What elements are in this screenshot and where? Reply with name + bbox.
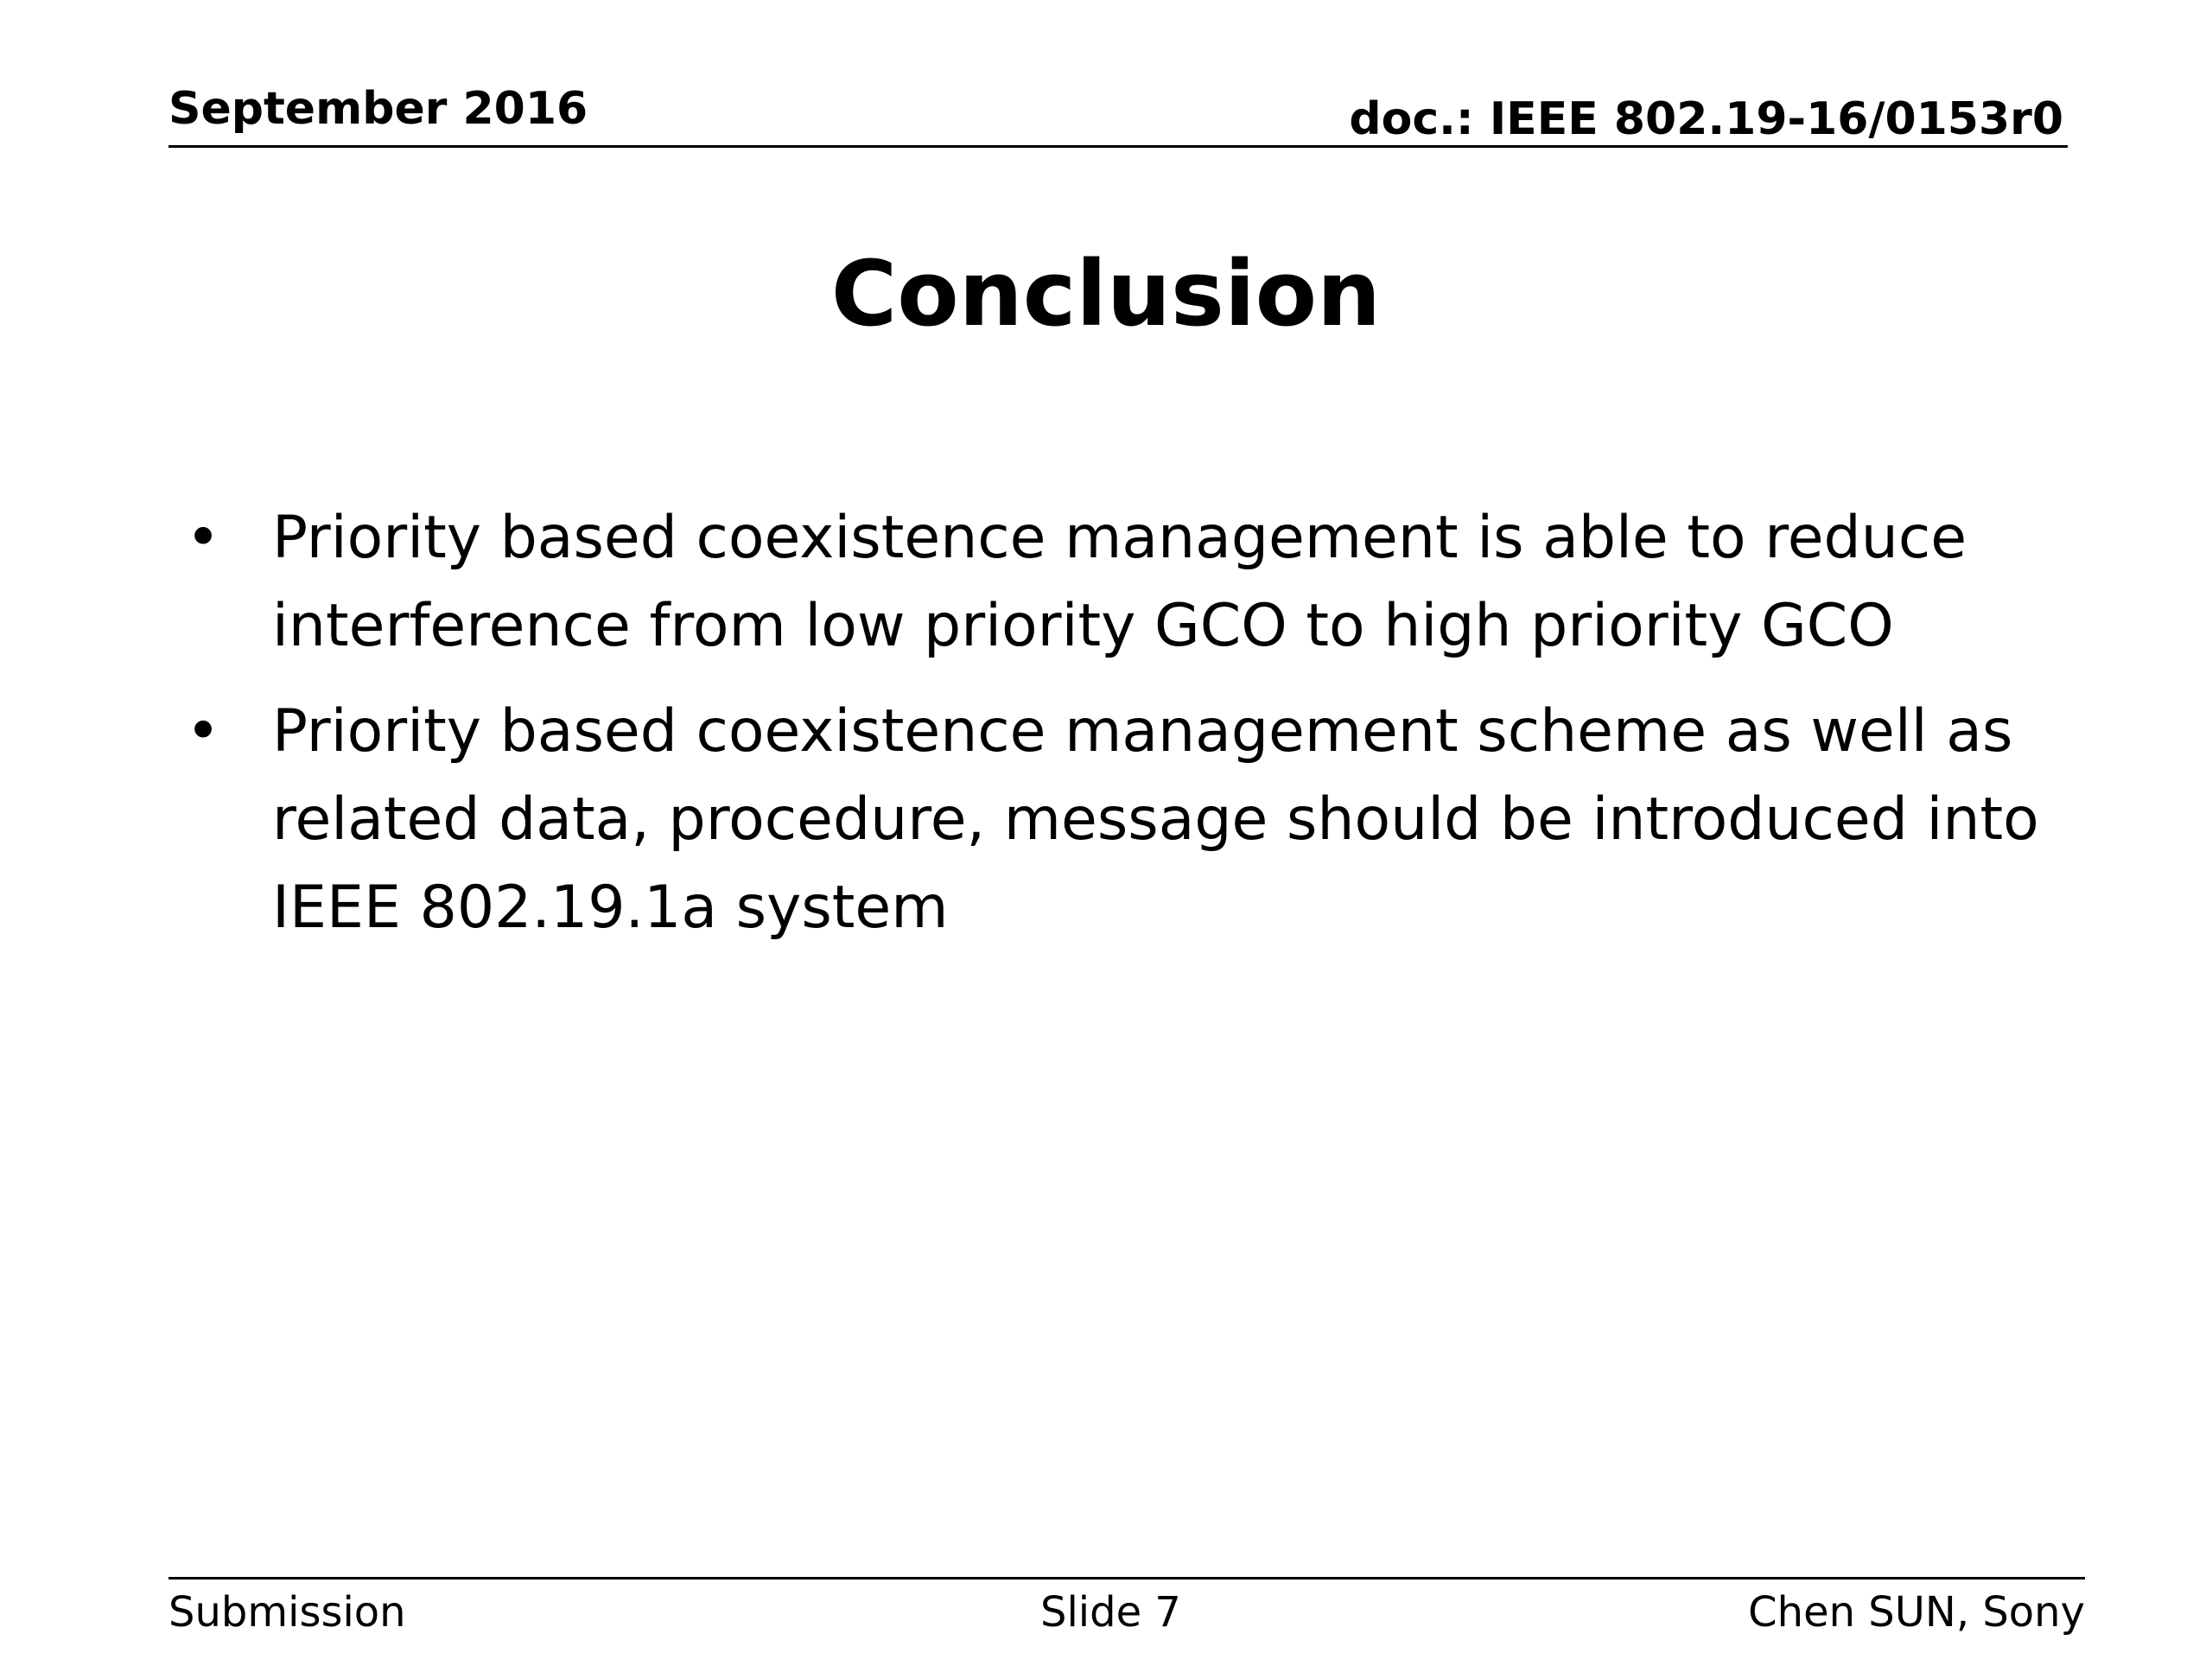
footer-submission: Submission	[168, 1588, 406, 1637]
bullet-text: Priority based coexistence management scheme as well as related data, procedure, message should be introduced into IEEE 802.19.1a system	[272, 697, 2039, 942]
header-date: September 2016	[168, 83, 588, 135]
header-divider	[168, 145, 2068, 148]
bullet-symbol: •	[186, 697, 221, 766]
bullet-symbol: •	[186, 504, 221, 572]
header-doc-id: doc.: IEEE 802.19-16/0153r0	[1349, 93, 2063, 145]
bullet-item	[186, 688, 2087, 952]
slide-title: Conclusion	[830, 241, 1382, 346]
bullet-list	[186, 494, 2087, 969]
bullet-text: Priority based coexistence management is able to reduce interference from low priority GCO to high priority GCO	[272, 504, 1967, 660]
footer-slide-number: Slide 7	[1040, 1588, 1181, 1637]
footer-divider	[168, 1577, 2085, 1580]
bullet-item	[186, 494, 2087, 671]
footer-author: Chen SUN, Sony	[1748, 1588, 2085, 1637]
